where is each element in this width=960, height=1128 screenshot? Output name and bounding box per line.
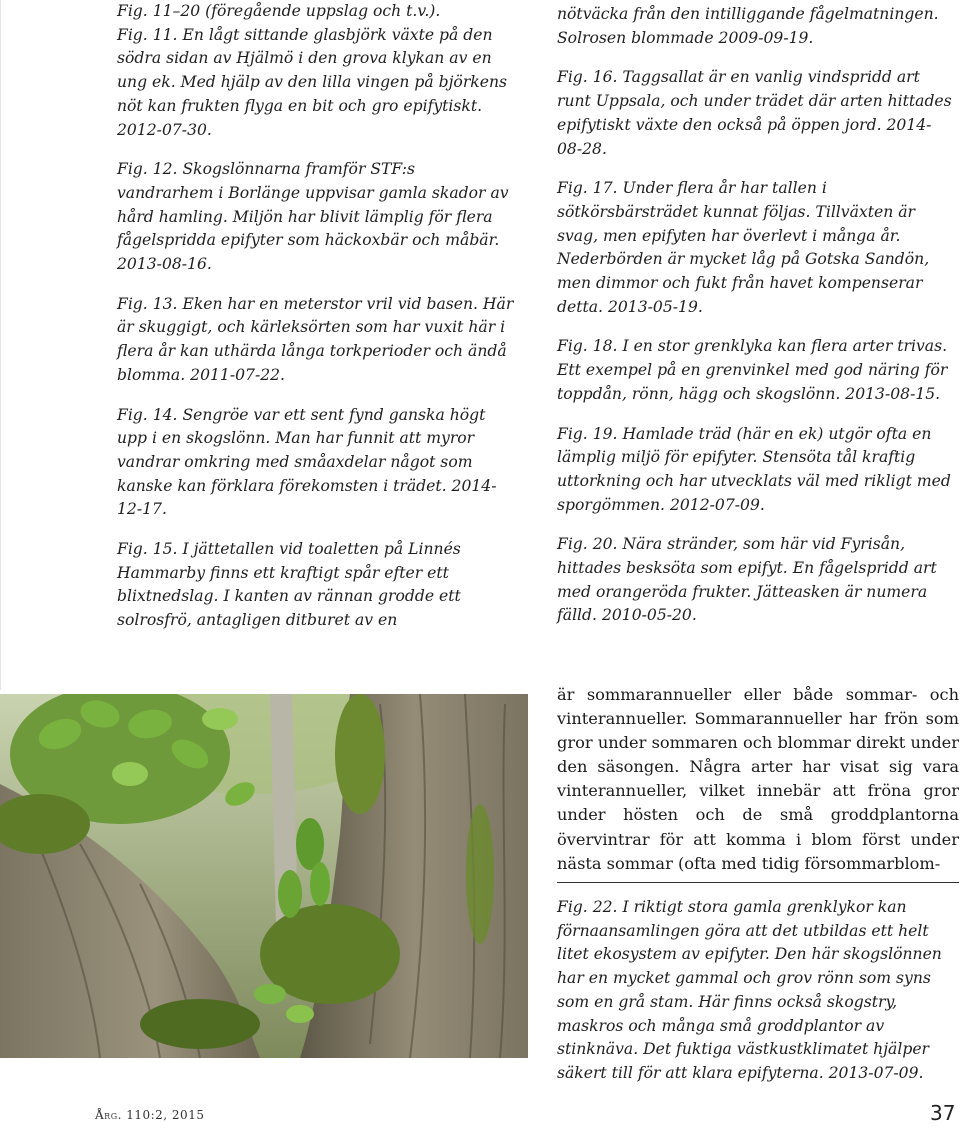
caption-divider-rule xyxy=(557,882,959,883)
caption-fig-16: Fig. 16. Taggsallat är en vanlig vindspridd art runt Uppsala, och under trädet där arten hittades epifytiskt växte den också på öppen jord. 2014-08-28. xyxy=(557,68,952,158)
caption-fig-19: Fig. 19. Hamlade träd (här en ek) utgör ofta en lämplig miljö för epifyter. Stensöta tål kraftig uttorkning och har utvecklats väl med rikligt med sporgömmen. 2012-07-09. xyxy=(557,424,951,514)
page-number: 37 xyxy=(930,1101,956,1125)
caption-fig-22: Fig. 22. I riktigt stora gamla grenklykor kan förnaansamlingen göra att det utbildas ett helt litet ekosystem av epifyter. Den här skogslönnen har en mycket gammal och grov rönn som syns som en grå stam. Här finns också skogstry, maskros och många små groddplantor av stinknäva. Det fuktiga västkustklimatet hjälper säkert till för att klara epifyterna. 2013-07-09. xyxy=(557,898,942,1082)
caption-fig-11: Fig. 11. En lågt sittande glasbjörk växte på den södra sidan av Hjälmö i den grova klykan av en ung ek. Med hjälp av den lilla vingen på björkens nöt kan frukten flyga en bit och gro epifytiskt. 2012-07-30. xyxy=(117,25,507,139)
caption-fig-18: Fig. 18. I en stor grenklyka kan flera arter trivas. Ett exempel på en grenvinkel med god näring för toppdån, rönn, hägg och skogslönn. 2013-08-15. xyxy=(557,337,948,403)
caption-fig-intro: Fig. 11–20 (föregående uppslag och t.v.). xyxy=(117,2,441,20)
journal-volume: Årg. 110:2, 2015 xyxy=(95,1108,205,1122)
caption-fig-13: Fig. 13. Eken har en meterstor vril vid basen. Här är skuggigt, och kärleksörten som har vuxit här i flera år kan uthärda långa torkperioder och ändå blomma. 2011-07-22. xyxy=(117,294,514,384)
caption-fig-17: Fig. 17. Under flera år har tallen i sötkörsbärsträdet kunnat följas. Tillväxten är svag, men epifyten har överlevt i många år. Nederbörden är mycket låg på Gotska Sandön, men dimmor och fukt från havet kompenserar detta. 2013-05-19. xyxy=(557,179,930,316)
caption-fig-12: Fig. 12. Skogslönnarna framför STF:s vandrarhem i Borlänge uppvisar gamla skador av hård hamling. Miljön har blivit lämplig för flera fågelspridda epifyter som häckoxbär och måbär. 2013-08-16. xyxy=(117,160,509,274)
page-edge-line xyxy=(0,0,1,690)
captions-right-column xyxy=(557,3,955,644)
captions-left-column xyxy=(117,0,515,649)
body-paragraph: är sommarannueller eller både sommar- och vinterannueller. Sommarannueller har frön som gror under sommaren och blommar direkt under den säsongen. Några arter har visat sig vara vinterannueller, vilket innebär att fröna gror under hösten och de små groddplantorna övervintrar för att komma i blom först under nästa sommar (ofta med tidig försommarblom- xyxy=(557,685,959,873)
tree-fork-epiphyte-photo xyxy=(0,694,528,1058)
caption-fig-15: Fig. 15. I jättetallen vid toaletten på Linnés Hammarby finns ett kraftigt spår efter ett blixtnedslag. I kanten av rännan grodde ett solrosfrö, antagligen ditburet av en xyxy=(117,540,461,630)
caption-fig-15-continued: nötväcka från den intilliggande fågelmatningen. Solrosen blommade 2009-09-19. xyxy=(557,5,939,47)
photo-illustration xyxy=(0,694,528,1058)
caption-fig-20: Fig. 20. Nära stränder, som här vid Fyrisån, hittades besksöta som epifyt. En fågelspridd art med orangeröda frukter. Jätteasken är numera fälld. 2010-05-20. xyxy=(557,535,937,625)
caption-fig-14: Fig. 14. Sengröe var ett sent fynd ganska högt upp i en skogslönn. Man har funnit att myror vandrar omkring med småaxdelar något som kanske kan förklara förekomsten i trädet. 2014-12-17. xyxy=(117,405,497,519)
